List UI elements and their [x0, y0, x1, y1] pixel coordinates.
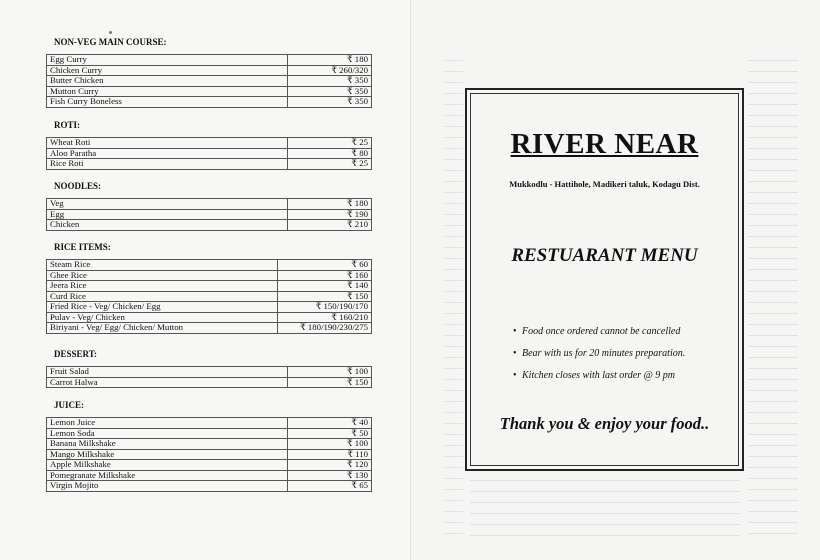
menu-row [47, 291, 372, 302]
item-price: ₹ 120 [288, 460, 372, 471]
bleed-through-line [470, 502, 740, 503]
bleed-through-line [445, 269, 463, 270]
item-name: Banana Milkshake [47, 439, 288, 450]
bleed-through-line [748, 148, 798, 149]
bleed-through-line [748, 137, 798, 138]
bleed-through-line [445, 203, 463, 204]
item-price: ₹ 190 [288, 209, 372, 220]
bleed-through-line [445, 258, 463, 259]
menu-table [46, 198, 372, 231]
item-name: Egg [47, 209, 288, 220]
bleed-through-line [748, 159, 798, 160]
bleed-through-line [445, 357, 463, 358]
bleed-through-line [748, 445, 798, 446]
bleed-through-line [445, 148, 463, 149]
bleed-through-line [748, 115, 798, 116]
bleed-through-line [445, 126, 463, 127]
bleed-through-line [445, 489, 463, 490]
bleed-through-line [748, 258, 798, 259]
bleed-through-line [748, 346, 798, 347]
bleed-through-line [748, 302, 798, 303]
bleed-through-line [445, 225, 463, 226]
item-price: ₹ 150 [278, 291, 372, 302]
item-name: Apple Milkshake [47, 460, 288, 471]
bleed-through-line [748, 335, 798, 336]
item-price: ₹ 110 [288, 449, 372, 460]
cover-frame [465, 88, 744, 471]
item-name: Pomegranate Milkshake [47, 470, 288, 481]
section-title: NON-VEG MAIN COURSE: [54, 37, 167, 47]
ink-dot [109, 31, 112, 34]
menu-row [47, 148, 372, 159]
bleed-through-line [748, 181, 798, 182]
section-roti [46, 119, 372, 170]
item-name: Butter Chicken [47, 76, 288, 87]
bleed-through-line [748, 324, 798, 325]
menu-row [47, 302, 372, 313]
menu-row [47, 138, 372, 149]
bleed-through-line [748, 500, 798, 501]
bullet-icon: • [513, 326, 517, 337]
bleed-through-line [748, 71, 798, 72]
bleed-through-line [445, 467, 463, 468]
menu-row [47, 377, 372, 388]
bleed-through-line [748, 170, 798, 171]
bleed-through-line [748, 214, 798, 215]
bleed-through-line [748, 489, 798, 490]
bleed-through-line [748, 401, 798, 402]
menu-row [47, 97, 372, 108]
bleed-through-line [445, 423, 463, 424]
menu-row [47, 460, 372, 471]
menu-row [47, 159, 372, 170]
bleed-through-line [445, 236, 463, 237]
bleed-through-line [748, 390, 798, 391]
menu-row [47, 481, 372, 492]
item-price: ₹ 65 [288, 481, 372, 492]
menu-heading: RESTUARANT MENU [511, 245, 698, 266]
bleed-through-line [445, 93, 463, 94]
menu-row [47, 86, 372, 97]
item-price: ₹ 40 [288, 418, 372, 429]
item-name: Lemon Juice [47, 418, 288, 429]
item-name: Veg [47, 199, 288, 210]
bullet-icon: • [513, 370, 517, 381]
item-name: Chicken [47, 220, 288, 231]
bleed-through-line [445, 511, 463, 512]
menu-row [47, 76, 372, 87]
menu-row [47, 418, 372, 429]
bleed-through-line [748, 533, 798, 534]
item-name: Carrot Halwa [47, 377, 288, 388]
item-price: ₹ 150 [288, 377, 372, 388]
bleed-through-line [445, 71, 463, 72]
bleed-through-line [445, 280, 463, 281]
item-price: ₹ 50 [288, 428, 372, 439]
item-price: ₹ 130 [288, 470, 372, 481]
thank-you-message: Thank you & enjoy your food.. [499, 414, 710, 433]
cover-inner-frame [470, 93, 739, 466]
notes-list [513, 324, 685, 390]
bleed-through-line [445, 159, 463, 160]
item-name: Pulav - Veg/ Chicken [47, 312, 278, 323]
section-dessert [46, 348, 372, 388]
bleed-through-line [445, 401, 463, 402]
item-name: Mutton Curry [47, 86, 288, 97]
bleed-through-line [445, 346, 463, 347]
bleed-through-line [445, 368, 463, 369]
bleed-through-line [445, 192, 463, 193]
bleed-through-line [748, 225, 798, 226]
bleed-through-line [445, 302, 463, 303]
restaurant-title: RIVER NEAR [510, 128, 699, 160]
menu-row [47, 55, 372, 66]
bleed-through-line [748, 236, 798, 237]
bleed-through-line [748, 93, 798, 94]
item-price: ₹ 25 [288, 138, 372, 149]
menu-row [47, 470, 372, 481]
item-price: ₹ 350 [288, 86, 372, 97]
item-price: ₹ 140 [278, 281, 372, 292]
menu-table [46, 137, 372, 170]
bleed-through-line [445, 104, 463, 105]
item-price: ₹ 160/210 [278, 312, 372, 323]
bleed-through-line [748, 434, 798, 435]
bleed-through-line [748, 456, 798, 457]
menu-row [47, 323, 372, 334]
item-name: Ghee Rice [47, 270, 278, 281]
bleed-through-line [445, 60, 463, 61]
bleed-through-line [445, 324, 463, 325]
item-name: Curd Rice [47, 291, 278, 302]
item-price: ₹ 350 [288, 76, 372, 87]
section-title: ROTI: [54, 120, 81, 130]
bleed-through-line [748, 104, 798, 105]
item-name: Chicken Curry [47, 65, 288, 76]
bleed-through-line [445, 335, 463, 336]
item-name: Lemon Soda [47, 428, 288, 439]
bleed-through-line [445, 478, 463, 479]
menu-row [47, 260, 372, 271]
item-price: ₹ 150/190/170 [278, 302, 372, 313]
item-name: Fish Curry Boneless [47, 97, 288, 108]
item-name: Egg Curry [47, 55, 288, 66]
bleed-through-line [445, 181, 463, 182]
item-name: Wheat Roti [47, 138, 288, 149]
bleed-through-line [748, 60, 798, 61]
menu-row [47, 199, 372, 210]
bleed-through-line [748, 280, 798, 281]
section-noodles [46, 180, 372, 231]
note-item [513, 324, 685, 346]
item-price: ₹ 60 [278, 260, 372, 271]
bleed-through-line [445, 456, 463, 457]
item-price: ₹ 210 [288, 220, 372, 231]
item-price: ₹ 160 [278, 270, 372, 281]
bleed-through-line [748, 192, 798, 193]
menu-table [46, 54, 372, 108]
restaurant-address: Mukkodlu - Hattihole, Madikeri taluk, Kodagu Dist. [509, 179, 700, 189]
bleed-through-line [748, 247, 798, 248]
bleed-through-line [470, 524, 740, 525]
menu-row [47, 367, 372, 378]
menu-row [47, 270, 372, 281]
note-text: Bear with us for 20 minutes preparation. [522, 348, 686, 359]
item-price: ₹ 350 [288, 97, 372, 108]
bleed-through-line [445, 313, 463, 314]
menu-table [46, 259, 372, 334]
menu-row [47, 65, 372, 76]
bleed-through-line [445, 137, 463, 138]
bleed-through-line [470, 491, 740, 492]
bleed-through-line [748, 511, 798, 512]
bleed-through-line [445, 247, 463, 248]
bleed-through-line [748, 412, 798, 413]
bullet-icon: • [513, 348, 517, 359]
item-price: ₹ 100 [288, 439, 372, 450]
item-name: Mango Milkshake [47, 449, 288, 460]
item-price: ₹ 180 [288, 199, 372, 210]
item-name: Steam Rice [47, 260, 278, 271]
bleed-through-line [748, 522, 798, 523]
item-name: Aloo Paratha [47, 148, 288, 159]
section-title: RICE ITEMS: [54, 242, 111, 252]
bleed-through-line [748, 357, 798, 358]
bleed-through-line [445, 522, 463, 523]
note-item [513, 346, 685, 368]
item-name: Jeera Rice [47, 281, 278, 292]
menu-table [46, 366, 372, 388]
bleed-through-line [445, 379, 463, 380]
note-text: Kitchen closes with last order @ 9 pm [522, 370, 675, 381]
bleed-through-line [748, 478, 798, 479]
item-price: ₹ 80 [288, 148, 372, 159]
bleed-through-line [445, 291, 463, 292]
bleed-through-line [748, 126, 798, 127]
bleed-through-line [470, 513, 740, 514]
menu-table [46, 417, 372, 492]
section-title: JUICE: [54, 400, 85, 410]
bleed-through-line [748, 269, 798, 270]
bleed-through-line [748, 291, 798, 292]
item-name: Biriyani - Veg/ Egg/ Chicken/ Mutton [47, 323, 278, 334]
bleed-through-line [470, 535, 740, 536]
section-title: DESSERT: [54, 349, 98, 359]
bleed-through-line [748, 467, 798, 468]
menu-row [47, 439, 372, 450]
item-price: ₹ 180 [288, 55, 372, 66]
item-price: ₹ 180/190/230/275 [278, 323, 372, 334]
bleed-through-line [748, 379, 798, 380]
menu-row [47, 209, 372, 220]
bleed-through-line [445, 412, 463, 413]
section-rice-items [46, 241, 372, 334]
bleed-through-line [445, 500, 463, 501]
menu-row [47, 220, 372, 231]
section-juice [46, 399, 372, 492]
item-price: ₹ 100 [288, 367, 372, 378]
menu-row [47, 449, 372, 460]
bleed-through-line [748, 203, 798, 204]
item-price: ₹ 260/320 [288, 65, 372, 76]
bleed-through-line [470, 480, 740, 481]
bleed-through-line [445, 390, 463, 391]
bleed-through-line [748, 423, 798, 424]
bleed-through-line [445, 445, 463, 446]
section-title: NOODLES: [54, 181, 102, 191]
item-price: ₹ 25 [288, 159, 372, 170]
item-name: Fried Rice - Veg/ Chicken/ Egg [47, 302, 278, 313]
note-text: Food once ordered cannot be cancelled [522, 326, 681, 337]
bleed-through-line [445, 115, 463, 116]
item-name: Virgin Mojito [47, 481, 288, 492]
bleed-through-line [748, 313, 798, 314]
section-non-veg-main-course [46, 36, 372, 108]
item-name: Rice Roti [47, 159, 288, 170]
bleed-through-line [445, 170, 463, 171]
bleed-through-line [748, 82, 798, 83]
note-item [513, 368, 685, 390]
bleed-through-line [748, 368, 798, 369]
bleed-through-line [445, 214, 463, 215]
bleed-through-line [445, 434, 463, 435]
bleed-through-line [445, 82, 463, 83]
menu-row [47, 281, 372, 292]
bleed-through-line [445, 533, 463, 534]
item-name: Fruit Salad [47, 367, 288, 378]
page-fold [410, 0, 411, 560]
menu-row [47, 428, 372, 439]
menu-row [47, 312, 372, 323]
